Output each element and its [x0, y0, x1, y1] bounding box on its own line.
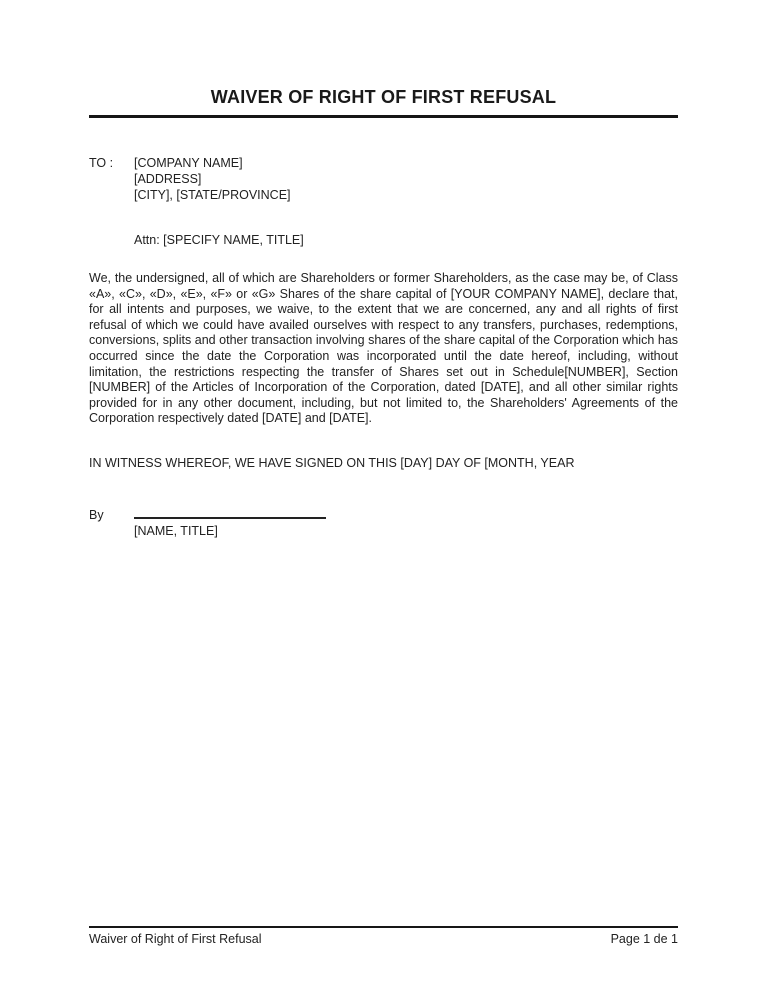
body-paragraph: We, the undersigned, all of which are Shareholders or former Shareholders, as the case may be, of Class «A», «C», «D», «E», «F» or «G» Shares of the share capital of [YOUR COMPANY NAME], declare that, for all intents and purposes, we waive, to the extent that we are concerned, any and all rights of first refusal of which we could have availed ourselves with respect to any transfers, purchases, redemptions, conversions, splits and other transaction involving shares of the share capital of the Corporation which has occurred since the date the Corporation was incorporated until the date hereof, including, without limitation, the restrictions respecting the transfer of Shares set out in Schedule[NUMBER], Section [NUMBER] of the Articles of Incorporation of the Corporation, dated [DATE], and all other similar rights provided for in any other document, including, but not limited to, the Shareholders' Agreements of the Corporation respectively dated [DATE] and [DATE]. — [89, 271, 678, 426]
signature-line — [134, 507, 326, 519]
recipient-block — [89, 155, 678, 203]
recipient-address-line: [ADDRESS] — [134, 172, 202, 186]
recipient-address — [134, 155, 678, 203]
attention-line: Attn: [SPECIFY NAME, TITLE] — [134, 233, 304, 247]
witness-clause: IN WITNESS WHEREOF, WE HAVE SIGNED ON THIS [DAY] DAY OF [MONTH, YEAR — [89, 455, 575, 470]
document-page — [89, 0, 678, 991]
footer-document-name: Waiver of Right of First Refusal — [89, 932, 262, 946]
recipient-city-line: [CITY], [STATE/PROVINCE] — [134, 188, 291, 202]
page-footer — [89, 926, 678, 946]
signature-by-label: By — [89, 507, 104, 522]
signature-area — [134, 507, 326, 539]
signature-block — [89, 507, 678, 539]
document-title: WAIVER OF RIGHT OF FIRST REFUSAL — [89, 87, 678, 118]
recipient-to-label: TO : — [89, 156, 114, 170]
signature-name-title: [NAME, TITLE] — [134, 523, 218, 538]
footer-page-number: Page 1 de 1 — [610, 932, 678, 946]
recipient-company-line: [COMPANY NAME] — [134, 156, 243, 170]
